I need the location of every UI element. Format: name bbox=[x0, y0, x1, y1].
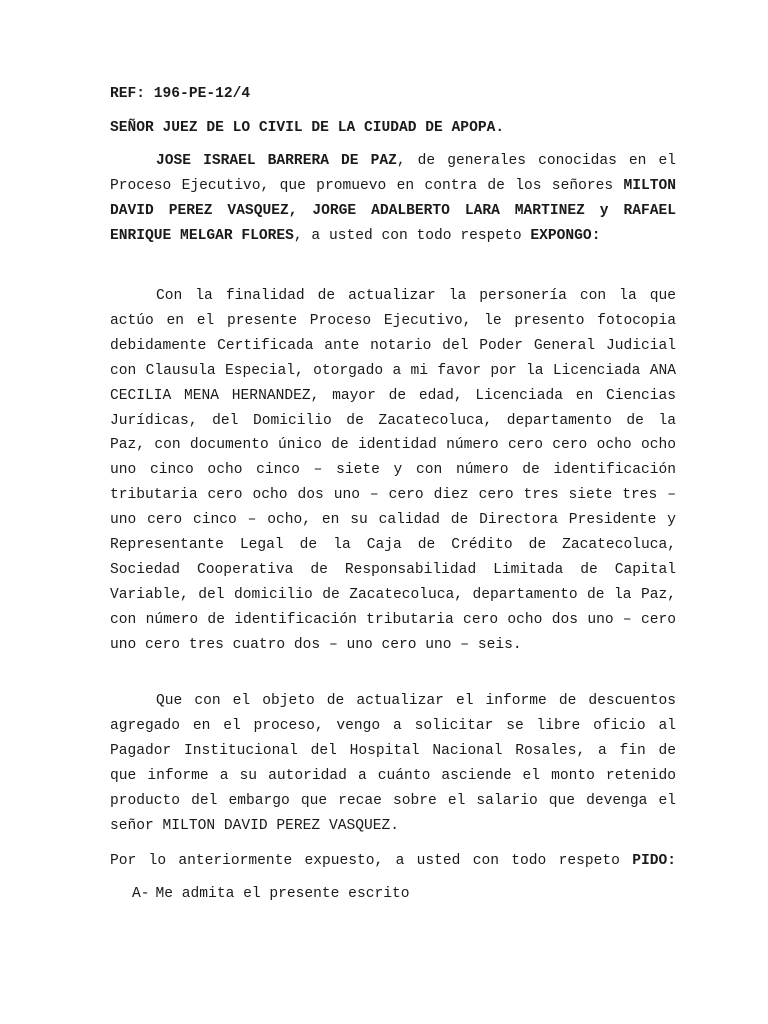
personeria-paragraph: Con la finalidad de actualizar la personería con la que actúo en el presente Proceso Ejecutivo, le presento fotocopia debidamente Certificada ante notario del Poder General Judicial con Clausula Especial, otorgado a mi favor por la Licenciada ANA CECILIA MENA HERNANDEZ, mayor de edad, Licenciada en Ciencias Jurídicas, del Domicilio de Zacatecoluca, departamento de la Paz, con documento único de identidad número cero cero ocho ocho uno cinco ocho cinco – siete y con número de identificación tributaria cero ocho dos uno – cero diez cero tres siete tres – uno cero cinco – ocho, en su calidad de Directora Presidente y Representante Legal de la Caja de Crédito de Zacatecoluca, Sociedad Cooperativa de Responsabilidad Limitada de Capital Variable, del domicilio de Zacatecoluca, departamento de la Paz, con número de identificación tributaria cero ocho dos uno – cero uno cero tres cuatro dos – uno cero uno – seis. bbox=[110, 288, 676, 653]
addressee-heading: SEÑOR JUEZ DE LO CIVIL DE LA CIUDAD DE APOPA. bbox=[110, 120, 505, 136]
informe-paragraph: Que con el objeto de actualizar el informe de descuentos agregado en el proceso, vengo a solicitar se libre oficio al Pagador Institucional del Hospital Nacional Rosales, a fin de que informe a su autoridad a cuánto asciende el monto retenido producto del embargo que recae sobre el salario que devenga el señor MILTON DAVID PEREZ VASQUEZ. bbox=[110, 693, 676, 834]
reference-number: REF: 196-PE-12/4 bbox=[110, 86, 251, 102]
pido-label: PIDO: bbox=[632, 853, 676, 869]
expongo-label: EXPONGO: bbox=[530, 227, 601, 244]
closing-line bbox=[110, 853, 676, 869]
intro-paragraph bbox=[110, 149, 676, 249]
closing-text: Por lo anteriormente expuesto, a usted con todo respeto bbox=[110, 853, 620, 869]
petitioner-name: JOSE ISRAEL BARRERA DE PAZ bbox=[156, 153, 397, 169]
request-text: Me admita el presente escrito bbox=[155, 886, 410, 902]
request-marker: A- bbox=[132, 886, 150, 902]
intro-text-1: , de generales conocidas en el Proceso Ejecutivo, que promuevo en contra de los señores bbox=[110, 153, 676, 194]
request-item-a bbox=[132, 886, 410, 902]
intro-text-2: , a usted con todo respeto bbox=[293, 227, 531, 244]
defendants-names: MILTON DAVID PEREZ VASQUEZ, JORGE ADALBERTO LARA MARTINEZ y RAFAEL ENRIQUE MELGAR FLORES bbox=[110, 177, 676, 244]
